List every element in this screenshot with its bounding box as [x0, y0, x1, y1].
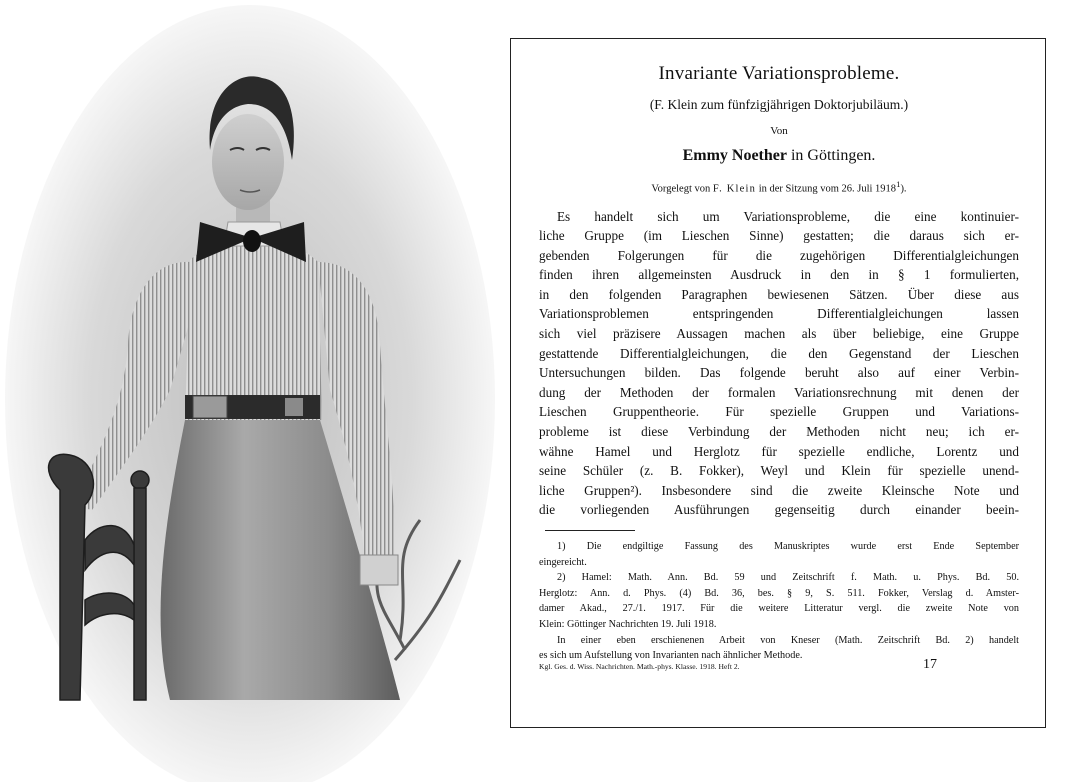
body-line: Lieschen Gruppentheorie. Für spezielle Gruppen und Variations-: [539, 404, 1019, 420]
footnote-line: Herglotz: Ann. d. Phys. (4) Bd. 36, bes. § 9, S. 511. Fokker, Verslag d. Amster-: [539, 587, 1019, 599]
paper-subtitle: (F. Klein zum fünfzigjährigen Doktorjubiläum.): [649, 97, 909, 112]
body-line: die vorliegenden Ausführungen gegenseitig durch einander beein-: [539, 502, 1019, 518]
footnote-rule: [545, 530, 635, 531]
footnote-line: In einer eben erschienenen Arbeit von Kneser (Math. Zeitschrift Bd. 2) handelt: [557, 634, 1019, 646]
body-line: liche Gruppen²). Insbesondere sind die zweite Kleinsche Note und: [539, 482, 1019, 498]
body-line: probleme ist diese Verbindung der Methoden nicht neu; ich er-: [539, 424, 1019, 440]
body-line: gestattende Differentialgleichungen, die den Gegenstand der Lieschen: [539, 345, 1019, 361]
presented-suffix: in der Sitzung vom 26. Juli 1918: [756, 183, 897, 195]
presented-footnote-ref: 1: [896, 179, 901, 189]
portrait-photo: [0, 0, 500, 782]
paper-title: Invariante Variationsprobleme.: [658, 63, 900, 84]
body-line: in den folgenden Paragraphen bewiesenen Sätzen. Über diese aus: [539, 286, 1019, 302]
body-text: [539, 207, 1019, 521]
author-line: [539, 147, 1019, 165]
presented-line: [539, 179, 1019, 195]
footnote-line: Klein: Göttinger Nachrichten 19. Juli 1918.: [539, 618, 717, 630]
page-footer: [539, 657, 1019, 672]
running-footer: Kgl. Ges. d. Wiss. Nachrichten. Math.-phys. Klasse. 1918. Heft 2.: [539, 662, 740, 671]
page-number: 17: [923, 657, 937, 672]
body-line: liche Gruppe (im Lieschen Sinne) gestatten; die daraus sich er-: [539, 228, 1019, 244]
body-line: finden ihren allgemeinsten Ausdruck in den in § 1 formulierten,: [539, 267, 1019, 283]
body-line: Variationsproblemen entspringenden Differentialgleichungen lassen: [539, 306, 1019, 322]
paper-page: [510, 38, 1046, 728]
author-place: in Göttingen.: [786, 147, 876, 164]
footnote-line: eingereicht.: [539, 556, 587, 568]
body-line: Untersuchungen bilden. Das folgende beruht also auf einer Verbin-: [539, 365, 1019, 381]
footnotes: [539, 539, 1019, 664]
footnote-line: damer Akad., 27./1. 1917. Für die weitere Litteratur vergl. die zweite Note von: [539, 603, 1019, 615]
presented-end: ).: [900, 183, 907, 195]
body-line: Es handelt sich um Variationsprobleme, die eine kontinuier-: [557, 208, 1019, 224]
footnote-line: 1) Die endgiltige Fassung des Manuskriptes wurde erst Ende September: [557, 541, 1019, 552]
footnote-line: 2) Hamel: Math. Ann. Bd. 59 und Zeitschrift f. Math. u. Phys. Bd. 50.: [557, 572, 1019, 584]
presented-prefix: Vorgelegt von: [651, 183, 713, 195]
byline-von: Von: [770, 125, 788, 137]
body-line: dung der Methoden der formalen Variationsrechnung mit denen der: [539, 384, 1019, 400]
presented-name: F. Klein: [712, 183, 757, 195]
body-line: sich viel präzisere Aussagen machen als über beliebige, eine Gruppe: [539, 326, 1019, 342]
author-name: Emmy Noether: [682, 147, 787, 164]
body-line: wähne Hamel und Herglotz für spezielle endliche, Lorentz und: [539, 443, 1019, 459]
body-line: gebenden Folgerungen für die zugehörigen Differentialgleichungen: [539, 247, 1019, 263]
body-line: seine Schüler (z. B. Fokker), Weyl und Klein für spezielle unend-: [539, 463, 1019, 479]
footnote-line: es sich um Aufstellung von Invarianten nach ähnlicher Methode.: [539, 650, 803, 662]
